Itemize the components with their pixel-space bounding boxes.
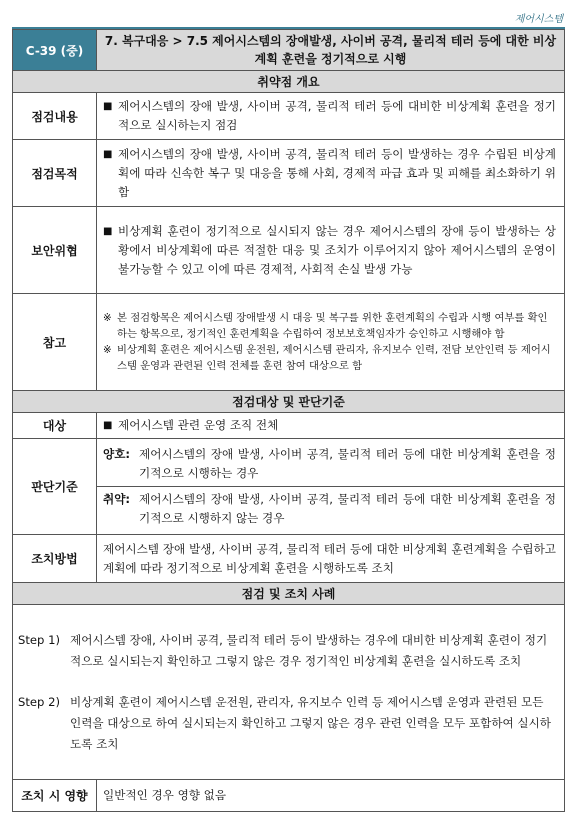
impact-label: 조치 시 영향 — [13, 780, 97, 812]
threat-text: 비상계획 훈련이 정기적으로 실시되지 않는 경우 제어시스템의 장애 등이 발생하는 상황에서 비상계획에 따른 적절한 대응 및 조치가 이루어지지 않아 제어시스템의 운영이 불가능할 수 있고 이에 따른 경제적, 사회적 손실 발생 가능 — [118, 223, 556, 276]
judge-cell — [97, 439, 565, 535]
section-criteria: 점검대상 및 판단기준 — [13, 391, 565, 413]
note-mark: ※ — [103, 344, 112, 356]
judge-label: 판단기준 — [13, 439, 97, 535]
action-text: 제어시스템 장애 발생, 사이버 공격, 물리적 테러 등에 대한 비상계획 훈련계획을 수립하고 계획에 따라 정기적으로 비상계획 훈련을 시행하도록 조치 — [97, 535, 565, 583]
note-mark: ※ — [103, 312, 112, 324]
item-code: C-39 (중) — [13, 30, 97, 71]
threat-cell — [97, 207, 565, 294]
section-overview: 취약점 개요 — [13, 71, 565, 93]
section-cases: 점검 및 조치 사례 — [13, 583, 565, 605]
item-title: 7. 복구대응 > 7.5 제어시스템의 장애발생, 사이버 공격, 물리적 테러 등에 대한 비상계획 훈련을 정기적으로 시행 — [97, 30, 565, 71]
content-text: 제어시스템의 장애 발생, 사이버 공격, 물리적 테러 등에 대비한 비상계획 훈련을 정기적으로 실시하는지 점검 — [118, 99, 556, 132]
target-label: 대상 — [13, 413, 97, 439]
target-cell — [97, 413, 565, 439]
square-bullet-icon: ■ — [103, 225, 113, 237]
reference-note-2: 비상계획 훈련은 제어시스템 운전원, 제어시스템 관리자, 유지보수 인력, 전담 보안인력 등 제어시스템 운영과 관련된 인력 전체를 훈련 참여 대상으로 함 — [117, 344, 551, 372]
step-number: Step 2) — [18, 695, 60, 709]
square-bullet-icon: ■ — [103, 148, 113, 160]
purpose-text: 제어시스템의 장애 발생, 사이버 공격, 물리적 테러 등이 발생하는 경우 수립된 비상계획에 따라 신속한 복구 및 대응을 통해 사회, 경제적 파급 효과 및 피해를 최소화하기 위함 — [118, 146, 556, 199]
judge-bad-row — [97, 486, 564, 531]
step-text: 비상계획 훈련이 제어시스템 운전원, 관리자, 유지보수 인력 등 제어시스템 운영과 관련된 모든 인력을 대상으로 하여 실시되는지 확인하고 그렇지 않은 경우 관련 인력을 모두 포함하여 실시하도록 조치 — [70, 695, 552, 751]
step-text: 제어시스템 장애, 사이버 공격, 물리적 테러 등이 발생하는 경우에 대비한 비상계획 훈련이 정기적으로 실시되는지 확인하고 그렇지 않은 경우 정기적인 비상계획 훈련을 실시하도록 조치 — [70, 633, 548, 668]
threat-label: 보안위협 — [13, 207, 97, 294]
cases-cell — [13, 605, 565, 780]
bad-text: 제어시스템의 장애 발생, 사이버 공격, 물리적 테러 등에 대한 비상계획 훈련을 정기적으로 시행하지 않는 경우 — [139, 492, 556, 525]
inspection-table — [12, 29, 565, 812]
content-cell — [97, 93, 565, 140]
good-text: 제어시스템의 장애 발생, 사이버 공격, 물리적 테러 등에 대한 비상계획 훈련을 정기적으로 시행하는 경우 — [139, 447, 556, 480]
reference-cell — [97, 294, 565, 391]
purpose-cell — [97, 140, 565, 207]
target-text: 제어시스템 관련 운영 조직 전체 — [118, 418, 279, 432]
content-label: 점검내용 — [13, 93, 97, 140]
good-key: 양호: — [103, 447, 131, 461]
square-bullet-icon: ■ — [103, 101, 113, 112]
bad-key: 취약: — [103, 492, 131, 506]
category-tag: 제어시스템 — [514, 14, 563, 25]
square-bullet-icon: ■ — [103, 420, 113, 431]
step-item — [18, 692, 556, 755]
step-number: Step 1) — [18, 633, 60, 647]
reference-note-1: 본 점검항목은 제어시스템 장애발생 시 대응 및 복구를 위한 훈련계획의 수립과 시행 여부를 확인하는 항목으로, 정기적인 훈련계획을 수립하여 정보보호책임자가 승인하고 시행해야 함 — [117, 312, 548, 340]
reference-label: 참고 — [13, 294, 97, 391]
action-label: 조치방법 — [13, 535, 97, 583]
judge-good-row — [97, 442, 564, 486]
purpose-label: 점검목적 — [13, 140, 97, 207]
step-item — [18, 630, 556, 672]
impact-text: 일반적인 경우 영향 없음 — [97, 780, 565, 812]
